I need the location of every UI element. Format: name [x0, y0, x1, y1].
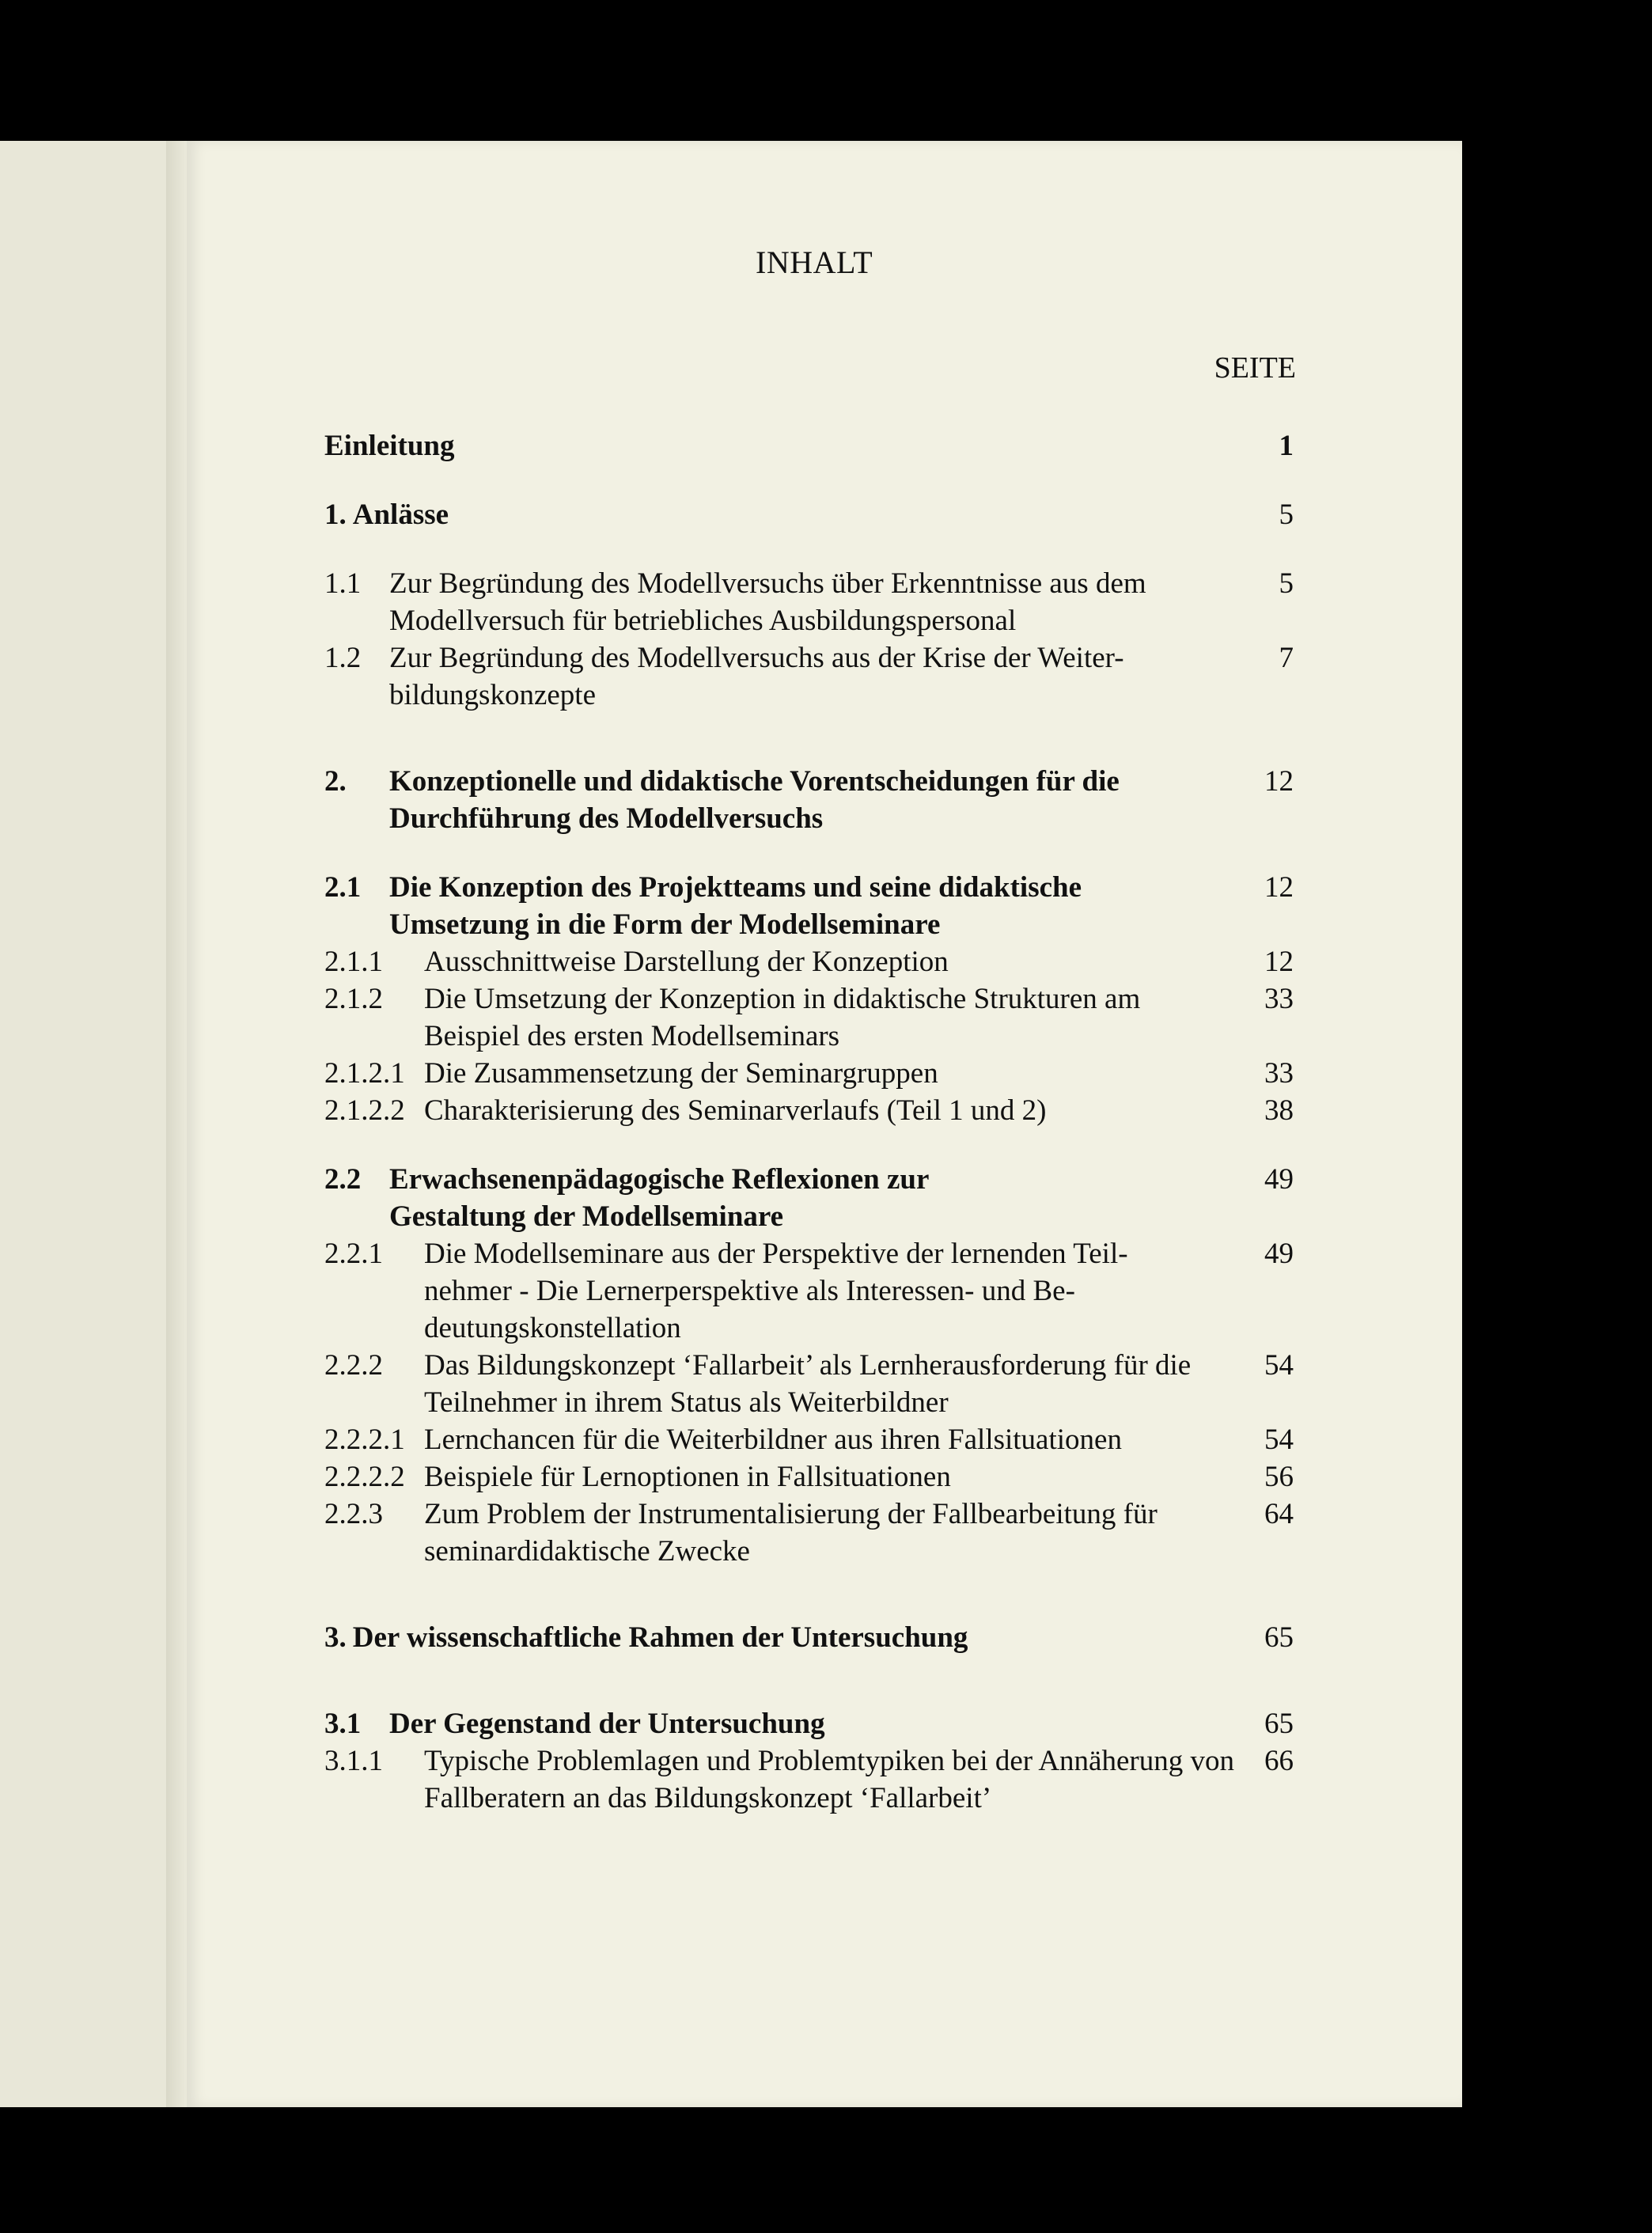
- toc-title: Lernchancen für die Weiterbildner aus ihren Fallsituationen: [424, 1424, 1122, 1456]
- toc-title: Erwachsenenpädagogische Reflexionen zur Gestaltung der Modellseminare: [389, 1163, 929, 1233]
- toc-entry: [324, 1055, 1294, 1092]
- toc-entry: [324, 869, 1294, 943]
- toc-title: Der Gegenstand der Untersuchung: [389, 1708, 825, 1740]
- toc-entry: [324, 1458, 1294, 1496]
- toc-title: Das Bildungskonzept ‘Fallarbeit’ als Lernherausforderung für die Teilnehmer in ihrem Status als Weiterbildner: [424, 1349, 1192, 1419]
- toc-page-number: 33: [1264, 1057, 1294, 1090]
- toc-page-number: 65: [1264, 1708, 1294, 1740]
- toc-number: 3.: [324, 1621, 347, 1654]
- toc-number: 2.1.1: [324, 946, 383, 978]
- toc-title: Typische Problemlagen und Problemtypiken bei der Annäherung von Fallberatern an das Bildungskonzept ‘Fallarbeit’: [424, 1745, 1234, 1814]
- toc-page-number: 33: [1264, 983, 1294, 1015]
- toc-page-number: 54: [1264, 1349, 1294, 1382]
- toc-title: Die Zusammensetzung der Seminargruppen: [424, 1057, 938, 1090]
- toc-page-number: 12: [1264, 765, 1294, 798]
- toc-page-number: 56: [1264, 1461, 1294, 1493]
- toc-entry: [324, 1619, 1294, 1656]
- toc-number: 2.2.2: [324, 1349, 383, 1382]
- toc-entry: [324, 1705, 1294, 1742]
- toc-title: Zur Begründung des Modellversuchs über Erkenntnisse aus dem Modellversuch für betriebliches Ausbildungspersonal: [389, 567, 1146, 637]
- facing-page: [0, 141, 190, 2107]
- toc-page-number: 64: [1264, 1498, 1294, 1530]
- toc-number: 2.2.2.1: [324, 1424, 405, 1456]
- toc-entry: [324, 496, 1294, 533]
- toc-page-number: 38: [1264, 1094, 1294, 1127]
- toc-page-number: 49: [1264, 1163, 1294, 1196]
- toc-entry: [324, 943, 1294, 980]
- toc-page-number: 65: [1264, 1621, 1294, 1654]
- toc-entry: [324, 1092, 1294, 1129]
- toc-entry: [324, 763, 1294, 837]
- toc-number: 2.1.2: [324, 983, 383, 1015]
- toc-number: 2.2.1: [324, 1238, 383, 1270]
- toc-title: Zur Begründung des Modellversuchs aus der Krise der Weiter-bildungskonzepte: [389, 642, 1124, 711]
- toc-number: 1.2: [324, 642, 362, 674]
- table-of-contents: [324, 427, 1294, 1817]
- toc-entry: [324, 427, 1294, 464]
- toc-title: Anlässe: [352, 499, 449, 531]
- toc-entry: [324, 639, 1294, 714]
- toc-title: Einleitung: [324, 430, 455, 462]
- toc-title: Der wissenschaftliche Rahmen der Untersuchung: [352, 1621, 968, 1654]
- toc-title: Die Konzeption des Projektteams und seine didaktische Umsetzung in die Form der Modellseminare: [389, 871, 1082, 941]
- toc-title: Die Umsetzung der Konzeption in didaktische Strukturen am Beispiel des ersten Modellseminars: [424, 983, 1141, 1052]
- toc-number: 2.1.2.1: [324, 1057, 405, 1090]
- toc-title: Zum Problem der Instrumentalisierung der Fallbearbeitung für seminardidaktische Zwecke: [424, 1498, 1158, 1568]
- toc-entry: [324, 1161, 1294, 1235]
- toc-page-number: 49: [1264, 1238, 1294, 1270]
- toc-entry: [324, 980, 1294, 1055]
- toc-title: Charakterisierung des Seminarverlaufs (Teil 1 und 2): [424, 1094, 1047, 1127]
- toc-page-number: 7: [1279, 642, 1294, 674]
- toc-title: Die Modellseminare aus der Perspektive der lernenden Teil-nehmer - Die Lernerperspektive als Interessen- und Be-deutungskonstellation: [424, 1238, 1128, 1344]
- toc-number: 3.1: [324, 1708, 362, 1740]
- toc-page-number: 5: [1279, 567, 1294, 600]
- toc-number: 2.2.3: [324, 1498, 383, 1530]
- toc-entry: [324, 1347, 1294, 1421]
- page-title: INHALT: [756, 245, 873, 280]
- toc-number: 1.1: [324, 567, 362, 600]
- toc-title: Beispiele für Lernoptionen in Fallsituationen: [424, 1461, 951, 1493]
- toc-page-number: 12: [1264, 871, 1294, 904]
- toc-number: 2.1.2.2: [324, 1094, 405, 1127]
- toc-number: 1.: [324, 499, 347, 531]
- toc-page-number: 66: [1264, 1745, 1294, 1777]
- toc-title: Ausschnittweise Darstellung der Konzeption: [424, 946, 949, 978]
- page-column-label: SEITE: [1214, 351, 1296, 385]
- toc-page-number: 5: [1279, 499, 1294, 531]
- toc-number: 2.1: [324, 871, 362, 904]
- toc-page-number: 54: [1264, 1424, 1294, 1456]
- toc-page-number: 1: [1279, 430, 1294, 462]
- toc-page-number: 12: [1264, 946, 1294, 978]
- toc-entry: [324, 1496, 1294, 1570]
- toc-number: 3.1.1: [324, 1745, 383, 1777]
- toc-number: 2.: [324, 765, 347, 798]
- toc-entry: [324, 1421, 1294, 1458]
- toc-number: 2.2: [324, 1163, 362, 1196]
- toc-number: 2.2.2.2: [324, 1461, 405, 1493]
- toc-entry: [324, 565, 1294, 639]
- toc-entry: [324, 1235, 1294, 1347]
- toc-title: Konzeptionelle und didaktische Vorentscheidungen für die Durchführung des Modellversuchs: [389, 765, 1120, 835]
- toc-entry: [324, 1742, 1294, 1817]
